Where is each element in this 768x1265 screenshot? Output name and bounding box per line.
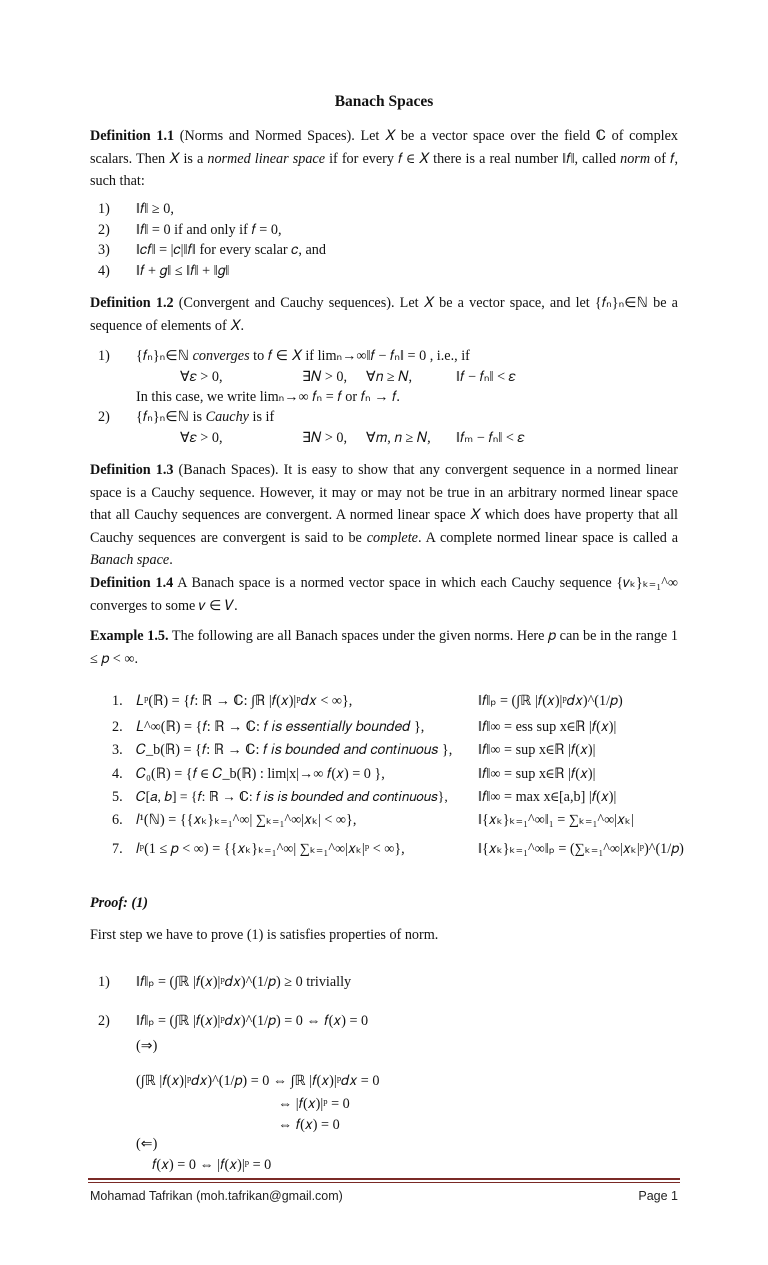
quantifier: ∃𝑁 > 0, xyxy=(302,369,348,385)
definition-label: Definition 1.3 xyxy=(90,462,174,478)
list-item-number: 2) xyxy=(98,222,110,238)
definition-text: (Norms and Normed Spaces). Let 𝑋 be a vector space over the field ℂ of complex scalars. Then 𝑋 is a xyxy=(90,128,678,167)
term: normed linear space xyxy=(207,150,326,167)
banach-space: 𝐶[𝑎, 𝑏] = {𝑓: ℝ → ℂ: 𝑓 𝑖𝑠 𝑖𝑠 𝑏𝑜𝑢𝑛𝑑𝑒𝑑 𝑎𝑛𝑑 𝑐𝑜𝑛𝑡𝑖𝑛𝑢𝑜𝑢𝑠}, xyxy=(136,789,448,804)
banach-space: 𝐿^∞(ℝ) = {𝑓: ℝ → ℂ: 𝑓 𝑖𝑠 𝑒𝑠𝑠𝑒𝑛𝑡𝑖𝑎𝑙𝑙𝑦 𝑏𝑜𝑢𝑛𝑑𝑒𝑑 }, xyxy=(136,719,425,735)
forward-direction: (⇒) xyxy=(136,1038,158,1054)
footer-page-number: Page 1 xyxy=(638,1189,678,1203)
footer-rule xyxy=(88,1178,680,1180)
proof-line: 𝑓(𝑥) = 0 ⇔ |𝑓(𝑥)|ᵖ = 0 xyxy=(152,1157,272,1173)
banach-norm: ‖𝑓‖ₚ = (∫ℝ |𝑓(𝑥)|ᵖ𝑑𝑥)^(1/𝑝) xyxy=(478,693,623,709)
list-item: ‖𝑓 + 𝑔‖ ≤ ‖𝑓‖ + ‖𝑔‖ xyxy=(136,263,230,279)
example-text: The following are all Banach spaces under the given norms. Here 𝑝 can be in the range 1 ≤ 𝑝 < ∞. xyxy=(90,628,678,667)
definition-text: (Convergent and Cauchy sequences). Let 𝑋 be a vector space, and let {𝑓ₙ}ₙ∈ℕ be a sequence of elements of 𝑋. xyxy=(90,295,678,334)
term: Banach space xyxy=(90,552,170,568)
term: complete xyxy=(366,529,418,546)
example-item-number: 6. xyxy=(112,812,123,828)
proof-step: ‖𝑓‖ₚ = (∫ℝ |𝑓(𝑥)|ᵖ𝑑𝑥)^(1/𝑝) ≥ 0 trivially xyxy=(136,974,352,990)
list-item-number: 1) xyxy=(98,201,110,217)
proof-line: ⇔ 𝑓(𝑥) = 0 xyxy=(278,1117,340,1133)
list-item-text: is if xyxy=(248,409,275,425)
list-item-text: {𝑓ₙ}ₙ∈ℕ xyxy=(136,348,193,364)
banach-norm: ‖𝑓‖∞ = ess sup x∈ℝ |𝑓(𝑥)| xyxy=(478,719,617,735)
definition-label: Definition 1.2 xyxy=(90,295,174,311)
banach-norm: ‖{𝑥ₖ}ₖ₌₁^∞‖₁ = ∑ₖ₌₁^∞|𝑥ₖ| xyxy=(478,812,634,828)
definition-1-1 xyxy=(90,125,678,193)
definition-text: . xyxy=(169,552,173,568)
proof-label: Proof: (1) xyxy=(90,895,148,911)
banach-norm: ‖{𝑥ₖ}ₖ₌₁^∞‖ₚ = (∑ₖ₌₁^∞|𝑥ₖ|ᵖ)^(1/𝑝) xyxy=(478,841,684,857)
definition-label: Definition 1.4 xyxy=(90,575,174,591)
banach-space: 𝐶_b(ℝ) = {𝑓: ℝ → ℂ: 𝑓 𝑖𝑠 𝑏𝑜𝑢𝑛𝑑𝑒𝑑 𝑎𝑛𝑑 𝑐𝑜𝑛𝑡𝑖𝑛𝑢𝑜𝑢𝑠 }, xyxy=(136,742,453,758)
definition-text: . A complete normed linear space is called a xyxy=(417,529,678,546)
definition-label: Definition 1.1 xyxy=(90,128,175,144)
page-title: Banach Spaces xyxy=(334,93,434,110)
banach-space: 𝑙¹(ℕ) = {{𝑥ₖ}ₖ₌₁^∞| ∑ₖ₌₁^∞|𝑥ₖ| < ∞}, xyxy=(136,812,357,828)
list-item-number: 4) xyxy=(98,263,110,279)
example-label: Example 1.5. xyxy=(90,628,169,644)
list-item-number: 3) xyxy=(98,242,110,258)
example-item-number: 3. xyxy=(112,742,123,758)
definition-text: if for every 𝑓 ∈ 𝑋 there is a real number ‖𝑓‖, called xyxy=(325,150,621,167)
term: norm xyxy=(620,150,651,167)
example-item-number: 1. xyxy=(112,693,123,709)
banach-norm: ‖𝑓‖∞ = sup x∈ℝ |𝑓(𝑥)| xyxy=(478,742,596,758)
banach-space: 𝐿ᵖ(ℝ) = {𝑓: ℝ → ℂ: ∫ℝ |𝑓(𝑥)|ᵖ𝑑𝑥 < ∞}, xyxy=(136,693,353,709)
definition-text: A Banach space is a normed vector space in which each Cauchy sequence {𝑣ₖ}ₖ₌₁^∞ converges to some 𝑣 ∈ 𝑉. xyxy=(90,575,678,614)
example-item-number: 2. xyxy=(112,719,123,735)
banach-space: 𝑙ᵖ(1 ≤ 𝑝 < ∞) = {{𝑥ₖ}ₖ₌₁^∞| ∑ₖ₌₁^∞|𝑥ₖ|ᵖ < ∞}, xyxy=(136,841,405,857)
example-item-number: 7. xyxy=(112,841,123,857)
banach-norm: ‖𝑓‖∞ = max x∈[a,b] |𝑓(𝑥)| xyxy=(478,789,617,805)
list-item-number: 1) xyxy=(98,348,110,364)
footer-author: Mohamad Tafrikan (moh.tafrikan@gmail.com) xyxy=(90,1189,343,1203)
banach-space: 𝐶₀(ℝ) = {𝑓 ∈ 𝐶_b(ℝ) : lim|x|→∞ 𝑓(𝑥) = 0 }, xyxy=(136,766,385,782)
proof-step: ‖𝑓‖ₚ = (∫ℝ |𝑓(𝑥)|ᵖ𝑑𝑥)^(1/𝑝) = 0 ⇔ 𝑓(𝑥) = 0 xyxy=(136,1013,369,1029)
example-item-number: 5. xyxy=(112,789,123,805)
quantifier: ‖𝑓 − 𝑓ₙ‖ < 𝜀 xyxy=(456,369,516,385)
term: converges xyxy=(192,348,250,364)
list-item: ‖𝑐𝑓‖ = |𝑐|‖𝑓‖ for every scalar 𝑐, and xyxy=(136,242,326,258)
example-item-number: 4. xyxy=(112,766,123,782)
quantifier: ∃𝑁 > 0, xyxy=(302,430,348,446)
list-item-text: to 𝑓 ∈ 𝑋 if limₙ→∞‖𝑓 − 𝑓ₙ‖ = 0 , i.e., if xyxy=(249,348,470,364)
proof-intro: First step we have to prove (1) is satisfies properties of norm. xyxy=(90,927,439,943)
quantifier: ‖𝑓ₘ − 𝑓ₙ‖ < 𝜀 xyxy=(456,430,525,446)
definition-1-3 xyxy=(90,459,678,572)
list-item xyxy=(136,346,470,366)
banach-norm: ‖𝑓‖∞ = sup x∈ℝ |𝑓(𝑥)| xyxy=(478,766,596,782)
definition-1-2 xyxy=(90,292,678,337)
quantifier: ∀𝑛 ≥ 𝑁, xyxy=(366,369,413,385)
footer-rule-thin xyxy=(88,1182,680,1183)
list-item-text: {𝑓ₙ}ₙ∈ℕ is xyxy=(136,409,206,425)
list-item: ‖𝑓‖ = 0 if and only if 𝑓 = 0, xyxy=(136,222,282,238)
example-1-5 xyxy=(90,625,678,670)
definition-1-4 xyxy=(90,572,678,617)
backward-direction: (⇐) xyxy=(136,1136,158,1152)
quantifier: ∀𝑚, 𝑛 ≥ 𝑁, xyxy=(366,430,431,446)
proof-step-number: 1) xyxy=(98,974,110,990)
quantifier: ∀𝜀 > 0, xyxy=(180,369,223,385)
quantifier: ∀𝜀 > 0, xyxy=(180,430,223,446)
proof-line: (∫ℝ |𝑓(𝑥)|ᵖ𝑑𝑥)^(1/𝑝) = 0 ⇔ ∫ℝ |𝑓(𝑥)|ᵖ𝑑𝑥 = 0 xyxy=(136,1073,380,1089)
proof-step-number: 2) xyxy=(98,1013,110,1029)
list-item: ‖𝑓‖ ≥ 0, xyxy=(136,201,174,217)
definition-text: of 𝑓, such that: xyxy=(90,150,678,189)
definition-text: (Banach Spaces). It is easy to show that any convergent sequence in a normed linear space is a Cauchy sequence. However, it may or may not be true in an arbitrary normed linear space that all Cauchy sequences are convergent. A normed linear space 𝑋 which does have property that all Cauchy sequences are convergent is said to be xyxy=(90,462,678,546)
list-item xyxy=(136,407,274,427)
proof-line: ⇔ |𝑓(𝑥)|ᵖ = 0 xyxy=(278,1096,350,1112)
list-item-number: 2) xyxy=(98,409,110,425)
convergence-note: In this case, we write limₙ→∞ 𝑓ₙ = 𝑓 or 𝑓ₙ → 𝑓. xyxy=(136,389,400,405)
term: Cauchy xyxy=(205,409,249,425)
